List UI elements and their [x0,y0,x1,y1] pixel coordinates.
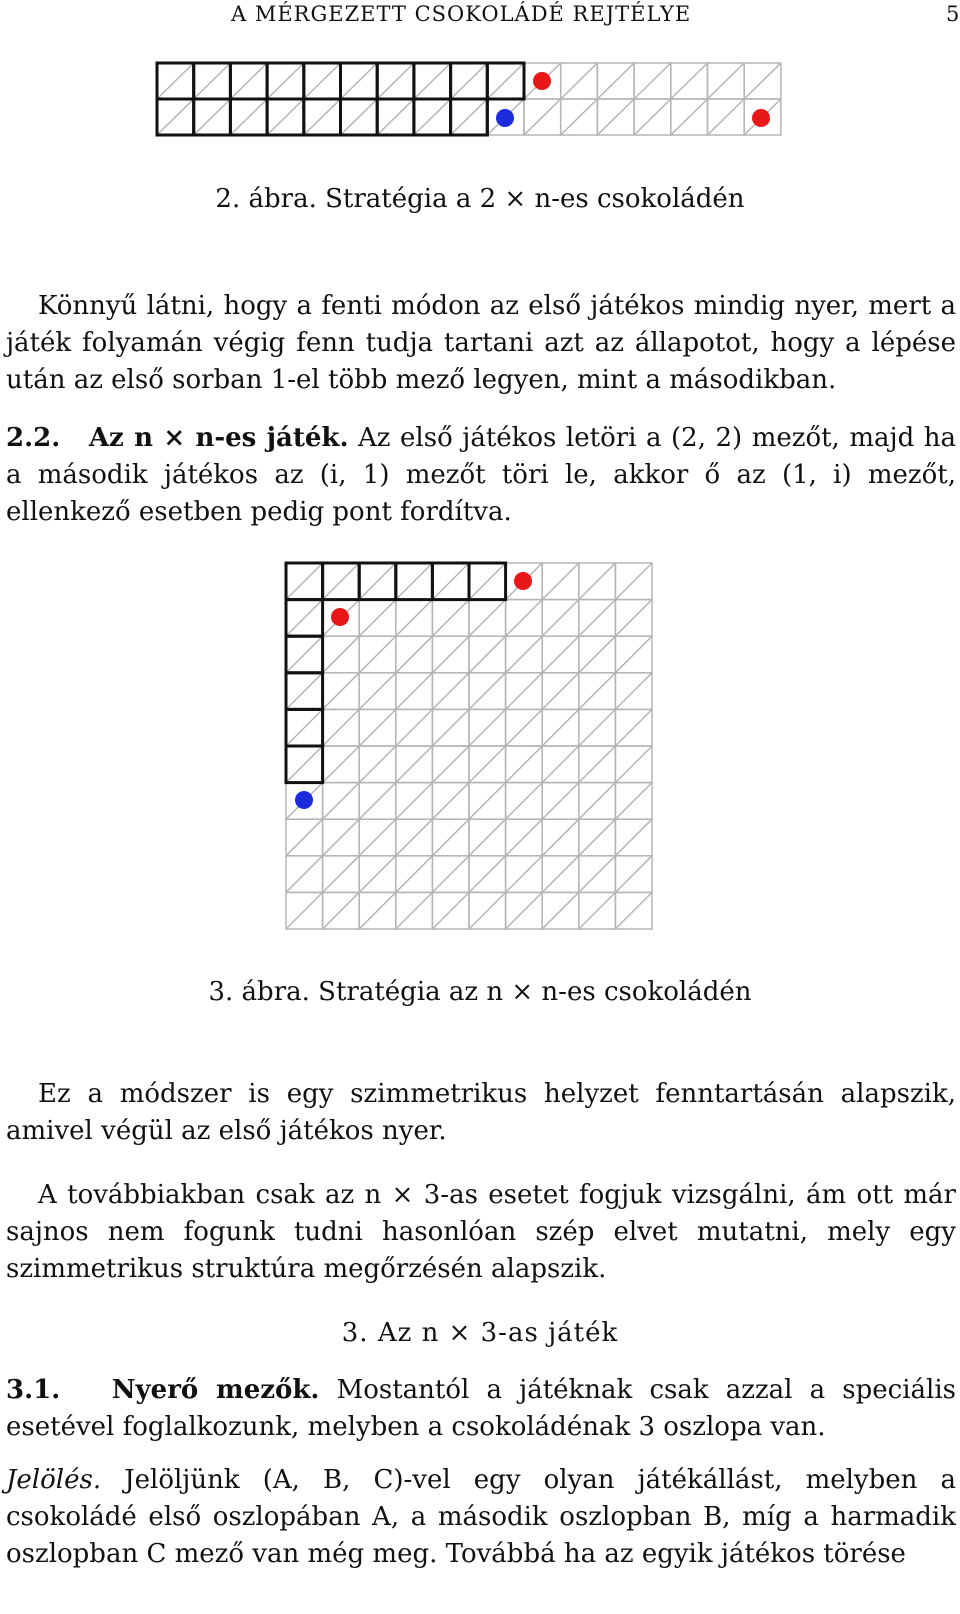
grid-diagonal [506,746,543,783]
section-3-1-paragraph [6,1372,956,1446]
grid-diagonal [579,600,616,637]
grid-diagonal [671,99,708,135]
notation-text: Jelöljünk (A, B, C)-vel egy olyan játékállást, melyben a csokoládé első oszlopában A, a második oszlopban B, míg a harmadik oszlopban C mező van még meg. Továbbá ha az egyik játékos törése [6,1465,956,1569]
grid-diagonal [506,709,543,746]
grid-diagonal [359,819,396,856]
grid-diagonal [286,600,323,637]
figure-2-diagram [150,58,790,144]
grid-diagonal [506,856,543,893]
grid-diagonal [286,856,323,893]
grid-diagonal [286,819,323,856]
grid-diagonal [396,819,433,856]
grid-diagonal [615,709,652,746]
grid-diagonal [304,63,341,99]
notation-paragraph [6,1462,956,1573]
grid-diagonal [341,63,378,99]
grid-diagonal [506,783,543,820]
grid-diagonal [286,563,323,600]
paragraph-3: A továbbiakban csak az n × 3-as esetet fogjuk vizsgálni, ám ott már sajnos nem fogunk tudni hasonlóan szép elvet mutatni, mely egy szimmetrikus struktúra megőrzésén alapszik. [6,1180,956,1284]
figure-2-outline [157,63,524,135]
grid-diagonal [506,636,543,673]
grid-diagonal [286,892,323,929]
running-header [0,2,960,30]
grid-diagonal [451,99,488,135]
section-2-2-number: 2.2. [6,423,61,453]
grid-diagonal [432,563,469,600]
grid-diagonal [542,636,579,673]
grid-diagonal [286,636,323,673]
grid-diagonal [304,99,341,135]
grid-diagonal [579,563,616,600]
grid-diagonal [359,600,396,637]
grid-diagonal [414,99,451,135]
grid-diagonal [359,746,396,783]
red-marker [331,608,349,626]
grid-diagonal [506,819,543,856]
grid-diagonal [615,746,652,783]
grid-diagonal [396,600,433,637]
grid-diagonal [359,709,396,746]
grid-diagonal [615,783,652,820]
grid-diagonal [615,563,652,600]
grid-diagonal [359,563,396,600]
grid-diagonal [561,63,598,99]
section-3-1-number: 3.1. [6,1375,61,1405]
grid-diagonal [377,99,414,135]
grid-diagonal [615,892,652,929]
grid-diagonal [323,709,360,746]
figure-3-caption: 3. ábra. Stratégia az n × n-es csokoládén [208,977,752,1007]
grid-diagonal [579,636,616,673]
grid-diagonal [579,746,616,783]
grid-diagonal [359,892,396,929]
grid-diagonal [469,819,506,856]
grid-diagonal [506,892,543,929]
grid-diagonal [396,746,433,783]
grid-diagonal [432,709,469,746]
grid-diagonal [359,856,396,893]
section-3-1-title: Nyerő mezők. [111,1375,320,1405]
grid-diagonal [542,892,579,929]
grid-diagonal [414,63,451,99]
grid-diagonal [542,746,579,783]
grid-diagonal [579,892,616,929]
grid-diagonal [396,563,433,600]
grid-diagonal [396,856,433,893]
grid-diagonal [615,636,652,673]
grid-diagonal [323,783,360,820]
grid-diagonal [542,783,579,820]
grid-diagonal [194,99,231,135]
grid-diagonal [267,63,304,99]
grid-diagonal [396,783,433,820]
grid-diagonal [359,636,396,673]
grid-diagonal [561,99,598,135]
grid-diagonal [469,673,506,710]
grid-diagonal [432,673,469,710]
grid-diagonal [615,856,652,893]
grid-diagonal [157,99,194,135]
grid-diagonal [323,746,360,783]
grid-diagonal [286,709,323,746]
grid-diagonal [432,892,469,929]
grid-diagonal [579,819,616,856]
grid-diagonal [194,63,231,99]
grid-diagonal [744,63,781,99]
grid-diagonal [542,856,579,893]
grid-diagonal [469,600,506,637]
grid-diagonal [469,709,506,746]
grid-diagonal [323,819,360,856]
grid-diagonal [396,709,433,746]
grid-diagonal [323,856,360,893]
paragraph-2: Ez a módszer is egy szimmetrikus helyzet fenntartásán alapszik, amivel végül az első játékos nyer. [6,1079,956,1146]
figure-3-markers [295,572,532,809]
grid-diagonal [341,99,378,135]
grid-diagonal [230,63,267,99]
section-2-2-paragraph [6,420,956,531]
grid-diagonal [396,673,433,710]
grid-diagonal [432,746,469,783]
grid-diagonal [157,63,194,99]
grid-diagonal [579,709,616,746]
grid-diagonal [469,783,506,820]
grid-diagonal [323,673,360,710]
blue-marker [295,791,313,809]
section-3-1-text: Mostantól a játéknak csak azzal a speciális esetével foglalkozunk, melyben a csokoládénak 3 oszlopa van. [6,1375,957,1442]
section-2-2-text: Az első játékos letöri a (2, 2) mezőt, majd ha a második játékos az (i, 1) mezőt töri le, akkor ő az (1, i) mezőt, ellenkező esetben pedig pont fordítva. [6,423,956,527]
paragraph-1: Könnyű látni, hogy a fenti módon az első játékos mindig nyer, mert a játék folyamán végig fenn tudja tartani azt az állapotot, hogy a lépése után az első sorban 1-el több mező legyen, mint a másodikban. [6,291,956,395]
grid-diagonal [708,63,745,99]
grid-diagonal [708,99,745,135]
grid-diagonal [615,600,652,637]
grid-diagonal [469,746,506,783]
red-marker [514,572,532,590]
grid-diagonal [286,746,323,783]
grid-diagonal [432,819,469,856]
grid-diagonal [396,892,433,929]
grid-diagonal [359,783,396,820]
grid-diagonal [323,636,360,673]
red-marker [533,72,551,90]
grid-diagonal [579,783,616,820]
grid-diagonal [469,563,506,600]
grid-diagonal [542,673,579,710]
grid-diagonal [432,856,469,893]
grid-diagonal [230,99,267,135]
grid-diagonal [542,600,579,637]
grid-diagonal [506,673,543,710]
grid-diagonal [597,99,634,135]
grid-diagonal [542,819,579,856]
grid-diagonal [506,600,543,637]
figure-2-caption: 2. ábra. Stratégia a 2 × n-es csokoládén [215,184,745,214]
grid-diagonal [469,856,506,893]
grid-diagonal [579,673,616,710]
grid-diagonal [377,63,414,99]
grid-diagonal [432,636,469,673]
grid-diagonal [432,600,469,637]
grid-diagonal [634,99,671,135]
blue-marker [496,109,514,127]
grid-diagonal [597,63,634,99]
section-2-2-title: Az n × n-es játék. [88,423,349,453]
grid-diagonal [487,63,524,99]
figure-3-diagram [280,558,658,933]
grid-diagonal [542,563,579,600]
grid-diagonal [542,709,579,746]
grid-diagonal [469,636,506,673]
red-marker [752,109,770,127]
grid-diagonal [469,892,506,929]
grid-diagonal [323,563,360,600]
grid-diagonal [615,673,652,710]
grid-diagonal [579,856,616,893]
grid-diagonal [267,99,304,135]
grid-diagonal [524,99,561,135]
grid-diagonal [451,63,488,99]
page-number: 5 [946,2,960,26]
running-title: A MÉRGEZETT CSOKOLÁDÉ REJTÉLYE [231,2,692,26]
grid-diagonal [396,636,433,673]
grid-diagonal [323,892,360,929]
grid-diagonal [615,819,652,856]
grid-diagonal [286,673,323,710]
grid-diagonal [432,783,469,820]
notation-label: Jelölés. [6,1465,102,1495]
grid-diagonal [359,673,396,710]
grid-diagonal [671,63,708,99]
grid-diagonal [634,63,671,99]
section-3-heading: 3. Az n × 3-as játék [341,1318,619,1348]
